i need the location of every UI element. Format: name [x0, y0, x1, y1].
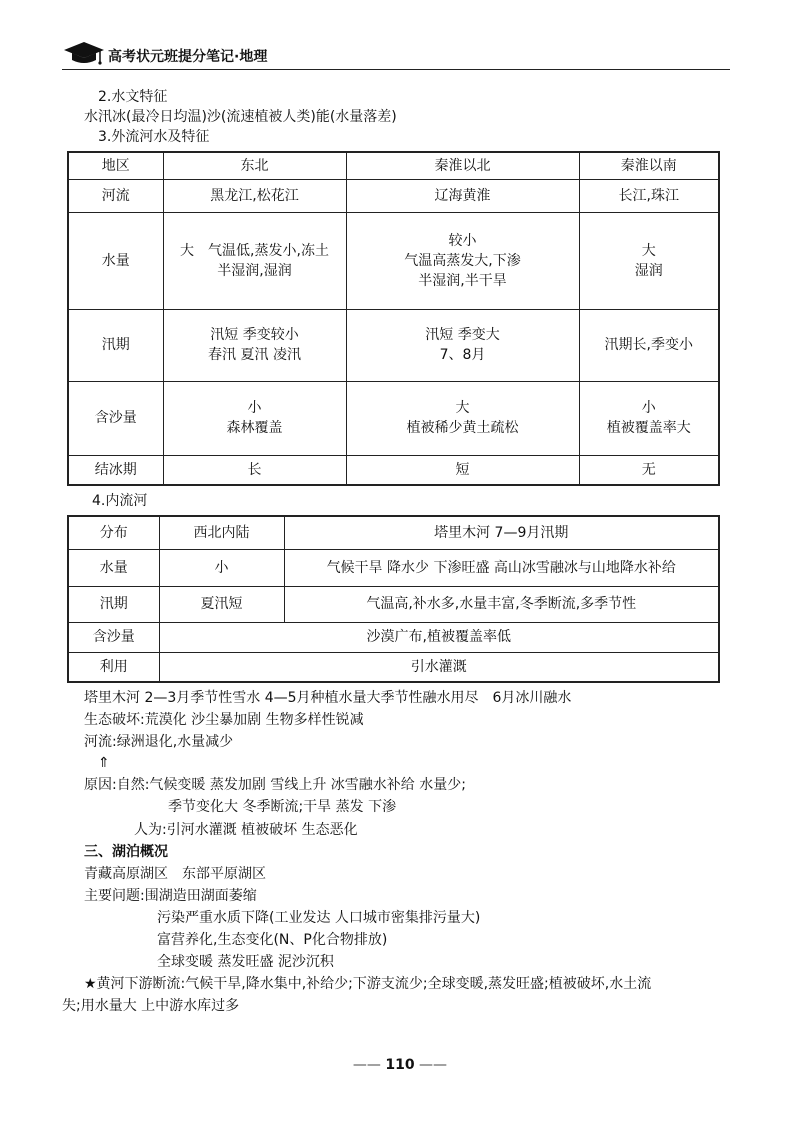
table-cell: 黑龙江,松花江 — [163, 179, 346, 212]
table-header-cell: 秦淮以北 — [346, 152, 579, 179]
row-label: 汛期 — [68, 309, 163, 381]
row-label: 利用 — [68, 652, 159, 682]
lakes-heading: 三、湖泊概况 — [84, 844, 168, 860]
table-cell: 汛短 季变大 7、8月 — [346, 309, 579, 381]
table-cell: 夏汛短 — [159, 586, 284, 622]
table-cell: 小 森林覆盖 — [163, 381, 346, 455]
row-label: 汛期 — [68, 586, 159, 622]
cause-human: 人为:引河水灌溉 植被破坏 生态恶化 — [134, 822, 358, 838]
table-cell-merged: 引水灌溉 — [159, 652, 719, 682]
table-row — [68, 586, 719, 622]
table-row — [68, 652, 719, 682]
table-row — [68, 381, 719, 455]
row-label: 水量 — [68, 549, 159, 586]
table-cell: 小 植被覆盖率大 — [579, 381, 719, 455]
inland-rivers-table — [67, 515, 720, 683]
ecology-note: 生态破坏:荒漠化 沙尘暴加剧 生物多样性锐减 — [84, 712, 364, 728]
section3-heading: 3.外流河水及特征 — [98, 129, 210, 145]
row-label: 含沙量 — [68, 622, 159, 652]
outflow-rivers-table — [67, 151, 720, 486]
lake-regions: 青藏高原湖区 东部平原湖区 — [84, 866, 266, 882]
table-cell: 西北内陆 — [159, 516, 284, 549]
table-row — [68, 455, 719, 485]
page-number: —— 110 —— — [352, 1057, 448, 1073]
table-cell: 大 湿润 — [579, 212, 719, 309]
table-cell: 无 — [579, 455, 719, 485]
table-row — [68, 549, 719, 586]
table-cell: 较小 气温高蒸发大,下渗 半湿润,半干旱 — [346, 212, 579, 309]
table-cell: 气温高,补水多,水量丰富,冬季断流,多季节性 — [284, 586, 719, 622]
yellow-river-line-1: ★黄河下游断流:气候干旱,降水集中,补给少;下游支流少;全球变暖,蒸发旺盛;植被破坏,水土流 — [84, 976, 652, 992]
table-header-cell: 秦淮以南 — [579, 152, 719, 179]
table-cell: 辽海黄淮 — [346, 179, 579, 212]
table-row — [68, 212, 719, 309]
table-header-row — [68, 152, 719, 179]
section2-formula: 水汛冰(最冷日均温)沙(流速植被人类)能(水量落差) — [84, 109, 397, 125]
table-cell: 大 气温低,蒸发小,冻土 半湿润,湿润 — [163, 212, 346, 309]
table-cell: 塔里木河 7—9月汛期 — [284, 516, 719, 549]
table-cell: 短 — [346, 455, 579, 485]
table-cell: 汛短 季变较小 春汛 夏汛 凌汛 — [163, 309, 346, 381]
page-header — [62, 40, 730, 70]
table-row — [68, 516, 719, 549]
header-title: 高考状元班提分笔记·地理 — [108, 49, 268, 65]
table-row — [68, 622, 719, 652]
table-cell: 汛期长,季变小 — [579, 309, 719, 381]
table-cell: 大 植被稀少黄土疏松 — [346, 381, 579, 455]
up-arrow-icon: ⇑ — [98, 755, 110, 771]
tarim-note: 塔里木河 2—3月季节性雪水 4—5月种植水量大季节性融水用尽 6月冰川融水 — [84, 690, 572, 706]
section2-heading: 2.水文特征 — [98, 89, 168, 105]
yellow-river-line-2: 失;用水量大 上中游水库过多 — [62, 998, 240, 1014]
page-number-value: 110 — [385, 1057, 415, 1073]
table-cell: 长 — [163, 455, 346, 485]
row-label: 结冰期 — [68, 455, 163, 485]
row-label: 含沙量 — [68, 381, 163, 455]
cause-natural-2: 季节变化大 冬季断流;干旱 蒸发 下渗 — [168, 799, 397, 815]
graduation-cap-icon — [62, 40, 106, 66]
section4-heading: 4.内流河 — [92, 493, 148, 509]
lake-problems-label: 主要问题:围湖造田湖面萎缩 — [84, 888, 257, 904]
table-cell: 长江,珠江 — [579, 179, 719, 212]
lake-problem: 污染严重水质下降(工业发达 人口城市密集排污量大) — [157, 910, 481, 926]
table-cell: 气候干旱 降水少 下渗旺盛 高山冰雪融冰与山地降水补给 — [284, 549, 719, 586]
table-cell-merged: 沙漠广布,植被覆盖率低 — [159, 622, 719, 652]
lake-problem: 富营养化,生态变化(N、P化合物排放) — [157, 932, 388, 948]
table-row — [68, 309, 719, 381]
header-rule — [62, 69, 730, 70]
row-label: 分布 — [68, 516, 159, 549]
row-label: 河流 — [68, 179, 163, 212]
row-label: 水量 — [68, 212, 163, 309]
cause-natural-1: 原因:自然:气候变暖 蒸发加剧 雪线上升 冰雪融水补给 水量少; — [84, 777, 466, 793]
river-note: 河流:绿洲退化,水量减少 — [84, 734, 234, 750]
table-header-cell: 东北 — [163, 152, 346, 179]
table-cell: 小 — [159, 549, 284, 586]
lake-problem: 全球变暖 蒸发旺盛 泥沙沉积 — [157, 954, 334, 970]
table-header-cell: 地区 — [68, 152, 163, 179]
table-row — [68, 179, 719, 212]
